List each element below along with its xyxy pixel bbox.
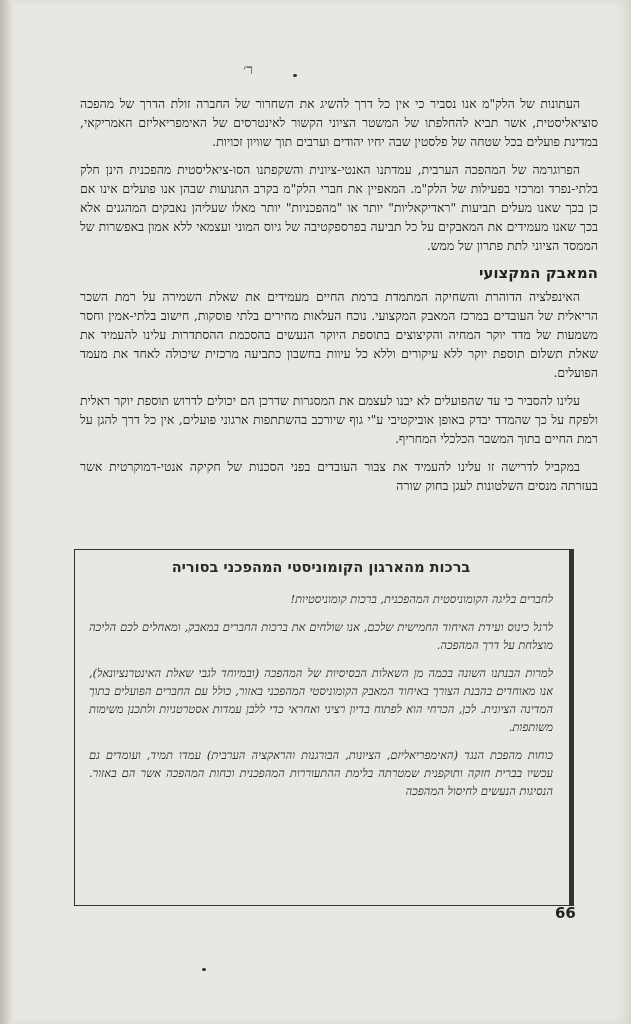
header-mark: ר׳ [243,62,254,78]
box-paragraph: כוחות מהפכת הנגד (האימפריאליזם, הציונות, הבורגנות והראקציה הערבית) עמדו תמיד, ועומדים גם עכשיו בברית חזקה ותוקפנית שמטרתה בלימת ההתעוררות המהפכנית וכחות המהפכה אשר הם באזור. הנסיגות הנעשים לחיסול המהפכה [89,748,553,798]
paragraph: הפרוגרמה של המהפכה הערבית, עמדתנו האנטי-ציונית והשקפתנו הסו-ציאליסטית מהפכנית הינן חלק בלתי-נפרד ומרכזי בפעילות של הלק"מ. המאפיין את חברי הלק"מ בקרב התנועות שבהן אנו פועלים אינו אם כן בכך שאנו מעלים תביעות "ראדיקאליות" יותר או "מהפכניות" יותר מאלו שעליהן נאבקים המהגנים אלא בכך שאנו מעמידים את המאבקים על כל תביעה בפרספקטיבה של גיוס המוני ועצמאי ללא אמון באפשרות של הממסד הציוני לתת פתרון של ממש. [80,162,598,253]
paragraph: במקביל לדרישה זו עלינו להעמיד את צבור העובדים בפני הסכנות של חקיקה אנטי-דמוקרטית אשר בעזרתה מנסים השלטונות לעגן בחוק שורה [80,459,598,493]
box-paragraph: לרגל כינוס ועידת האיחוד החמישית שלכם, אנו שולחים את ברכות החברים במאבק, ומאחלים לכם הליכה מוצלחת על דרך המהפכה. [89,620,553,652]
page-number: 66 [555,904,576,922]
paper-speck [202,968,206,971]
box-paragraph: למרות הבנתנו השונה בכמה מן השאלות הבסיסיות של המהפכה (ובמיוחד לגבי שאלת האינטרנציונאל), אנו מאוחדים בהבנת הצורך באיחוד המאבק הקומוניסטי המהפכני באזור, כולל עם החברים הפועלים בתוך המדינה הציונית. לכן, הכרחי הוא לפתוח בדיון רציני ואחראי כדי ללבן עמדות אסטרטגיות ולתכנן משימות משותפות. [89,666,553,734]
main-text [80,94,598,504]
paragraph: האינפלציה הדוהרת והשחיקה המתמדת ברמת החיים מעמידים את שאלת השמירה על רמת השכר הריאלית של העובדים במרכז המאבק המקצועי. נוכח העלאות מחירים בלתי פוסקות, חישוב בלתי-אמין וחסר משמעות של מדד יוקר המחיה והקיצוצים בתוספת היוקר הנעשים בהסכמת ההסתדרות עלינו להעמיד את שאלת תשלום תוספת יוקר ללא עיקורים וללא כל עיוות בחשבון כתביעה מרכזית שיכולה לאחד את מעמד הפועלים. [80,289,598,380]
paragraph: העתונות של הלק"מ אנו נסביר כי אין כל דרך להשיג את השחרור של החברה זולת הדרך של מהפכה סוציאליסטית, אשר תביא להחלפתו של המשטר הציוני הקשור לאינטרסים של האימפריאליזם האמריקאי, במדינת פועלים בכל שטחה של פלסטין שבה יחיו יהודים וערבים תוך שוויון זכויות. [80,96,598,149]
box-title: ברכות מהארגון הקומוניסטי המהפכני בסוריה [171,560,471,576]
paragraph: עלינו להסביר כי עד שהפועלים לא יבנו לעצמם את המסגרות שדרכן הם יכולים לדרוש תוספת יוקר ראלית ולפקח על כך שהמדד יבדק באופן אוביקטיבי ע"י גוף שיורכב בהשתתפות ארגוני פועלים, אין כל דרך להגן על רמת החיים בתוך המשבר הכלכלי המחריף. [80,393,598,446]
paper-speck [293,74,297,77]
box-greeting: לחברים בליגה הקומוניסטית המהפכנית, ברכות קומוניסטיות! [290,592,553,606]
greeting-box [74,549,574,906]
book-spine-shadow [0,0,14,1024]
section-title: המאבק המקצועי [478,264,598,282]
